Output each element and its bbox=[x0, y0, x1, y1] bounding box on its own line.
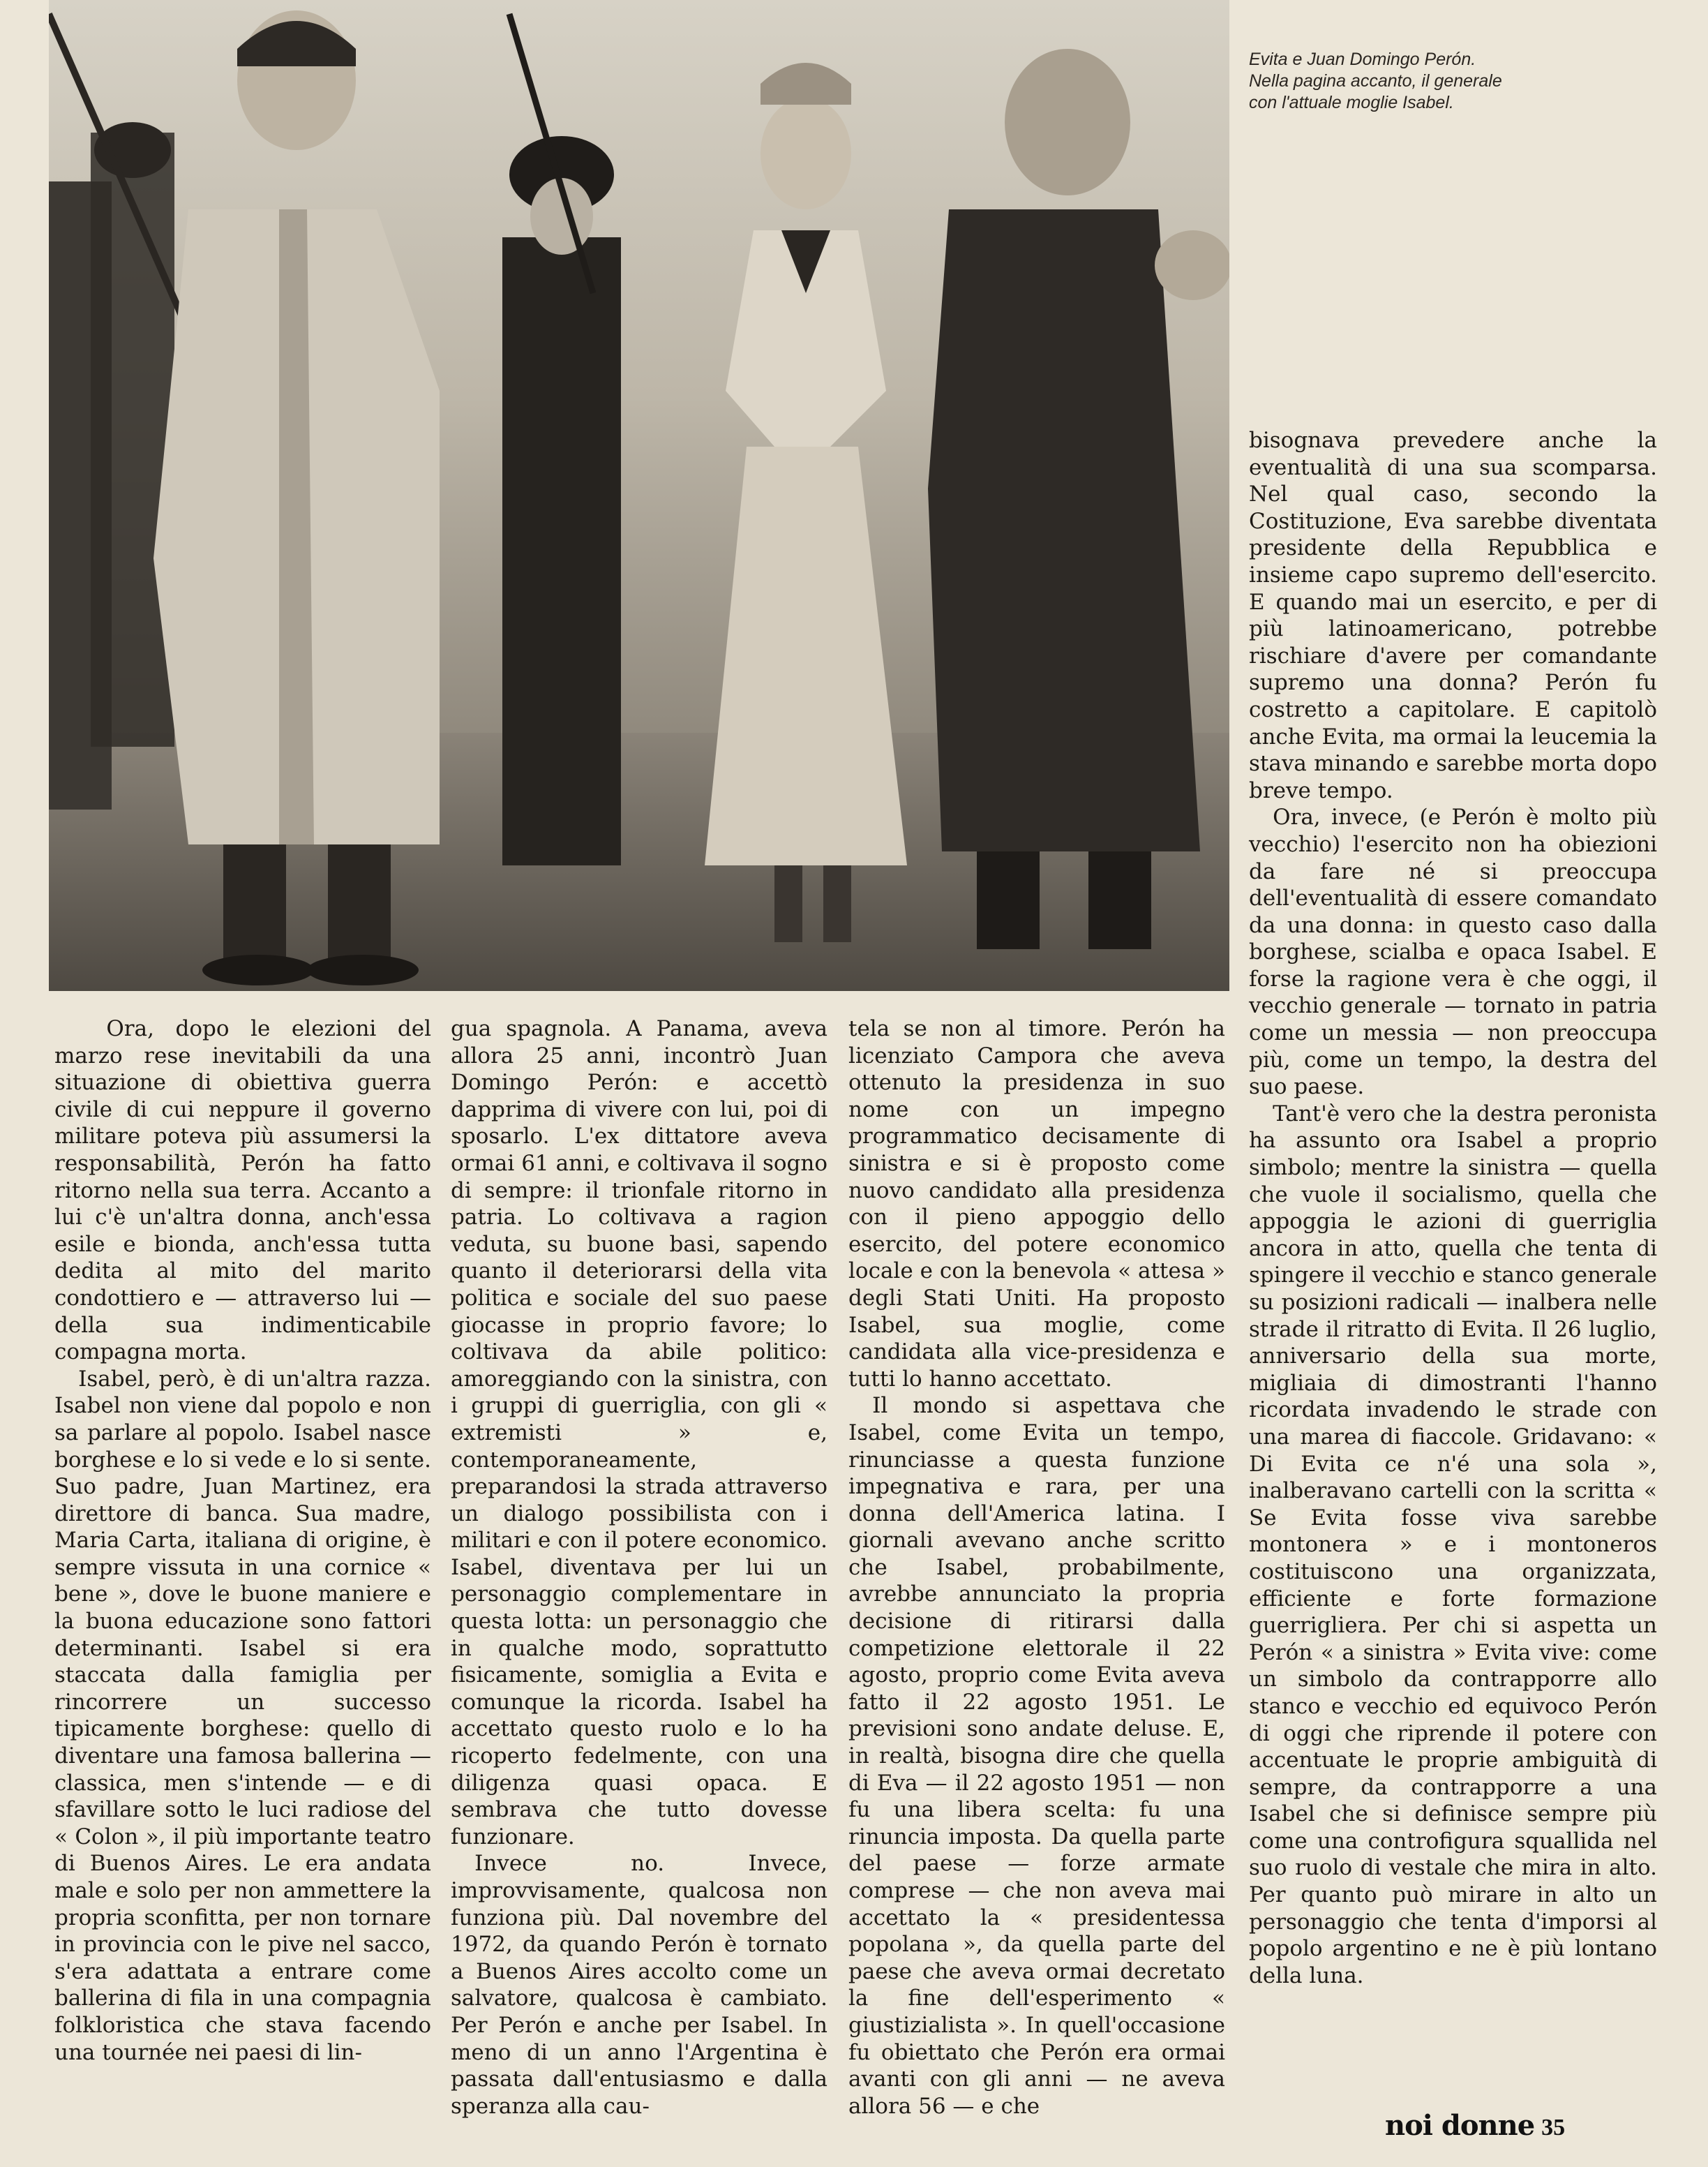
caption-line: Nella pagina accanto, il generale bbox=[1249, 71, 1502, 91]
paragraph: Ora, invece, (e Perón è molto più vecchio) l'esercito non ha obiezioni da fare né si preoccupa dell'eventualità di essere comandato da una donna: in questo caso dalla borghese, scialba e opaca Isabel. E forse la ragione vera è che oggi, il vecchio generale — tornato in patria come un messia — non preoccupa più, come un tempo, la destra del suo paese. bbox=[1249, 805, 1657, 1100]
caption-line: Evita e Juan Domingo Perón. bbox=[1249, 50, 1476, 69]
caption-line: con l'attuale moglie Isabel. bbox=[1249, 93, 1454, 112]
article-column-3 bbox=[848, 1015, 1225, 2120]
paragraph: Invece no. Invece, improvvisamente, qualcosa non funziona più. Dal novembre del 1972, da quando Perón è tornato a Buenos Aires accolto come un salvatore, qualcosa è cambiato. Per Perón e anche per Isabel. In meno di un anno l'Argentina è passata dall'entusiasmo e dalla speranza alla cau- bbox=[451, 1851, 827, 2119]
magazine-logo: noi donne bbox=[1385, 2109, 1535, 2142]
paragraph: Tant'è vero che la destra peronista ha assunto ora Isabel a proprio simbolo; mentre la sinistra — quella che vuole il socialismo, quella che appoggia le azioni di guerriglia ancora in atto, quella che tenta di spingere il vecchio e stanco generale su posizioni radicali — inalbera nelle strade il ritratto di Evita. Il 26 luglio, anniversario della sua morte, migliaia di dimostranti l'hanno ricordata invadendo le strade con una marea di fiaccole. Gridavano: « Di Evita ce n'é una sola », inalberavano cartelli con la scritta « Se Evita fosse viva sarebbe montonera » e i montoneros costituiscono una organizzata, efficiente e forte formazione guerrigliera. Per chi si aspetta un Perón « a sinistra » Evita vive: come un simbolo da contrapporre allo stanco e vecchio ed equivoco Perón di oggi che riprende il potere con accentuate le proprie ambiguità di sempre, da contrapporre a una Isabel che si definisce sempre più come una controfigura squallida nel suo ruolo di vestale che mira in alto. Per quanto può mirare in alto un personaggio che tenta d'imporsi al popolo argentino e ne è più lontano della luna. bbox=[1249, 1101, 1657, 1988]
page-footer bbox=[1385, 2109, 1565, 2142]
photo-illustration bbox=[49, 0, 1229, 991]
paragraph: tela se non al timore. Perón ha licenziato Campora che aveva ottenuto la presidenza in suo nome con un impegno programmatico decisamente di sinistra e si è proposto come nuovo candidato alla presidenza con il pieno appoggio dello esercito, del potere economico locale e con la benevola « attesa » degli Stati Uniti. Ha proposto Isabel, sua moglie, come candidata alla vice-presidenza e tutti lo hanno accettato. bbox=[848, 1016, 1225, 1392]
paragraph: Ora, dopo le elezioni del marzo rese inevitabili da una situazione di obiettiva guerra civile di cui neppure il governo militare poteva più assumersi la responsabilità, Perón ha fatto ritorno nella sua terra. Accanto a lui c'è un'altra donna, anch'essa esile e bionda, anch'essa tutta dedita al mito del marito condottiero e — attraverso lui — della sua indimenticabile compagna morta. bbox=[54, 1016, 431, 1365]
paragraph: Isabel, però, è di un'altra razza. Isabel non viene dal popolo e non sa parlare al popolo. Isabel nasce borghese e lo si vede e lo si sente. Suo padre, Juan Martinez, era direttore di banca. Sua madre, Maria Carta, italiana di origine, è sempre vissuta in una cornice « bene », dove le buone maniere e la buona educazione sono fattori determinanti. Isabel si era staccata dalla famiglia per rincorrere un successo tipicamente borghese: quello di diventare una famosa ballerina — classica, men s'intende — e di sfavillare sotto le luci radiose del « Colon », il più importante teatro di Buenos Aires. Le era andata male e solo per non ammettere la propria sconfitta, per non tornare in provincia con le pive nel sacco, s'era adattata a entrare come ballerina di fila in una compagnia folkloristica che stava facendo una tournée nei paesi di lin- bbox=[54, 1366, 431, 2065]
article-photo bbox=[49, 0, 1229, 991]
paragraph: Il mondo si aspettava che Isabel, come Evita un tempo, rinunciasse a questa funzione impegnativa e rara, per una donna dell'America latina. I giornali avevano anche scritto che Isabel, probabilmente, avrebbe annunciato la propria decisione di ritirarsi dalla competizione elettorale il 22 agosto, proprio come Evita aveva fatto il 22 agosto 1951. Le previsioni sono andate deluse. E, in realtà, bisogna dire che quella di Eva — il 22 agosto 1951 — non fu una libera scelta: fu una rinuncia imposta. Da quella parte del paese — forze armate comprese — che non aveva mai accettato la « presidentessa popolana », da quella parte del paese che aveva ormai decretato la fine dell'esperimento « giustizialista ». In quell'occasione fu obiettato che Perón era ormai avanti con gli anni — ne aveva allora 56 — e che bbox=[848, 1393, 1225, 2119]
article-column-4 bbox=[1249, 427, 1657, 1989]
photo-caption bbox=[1249, 49, 1681, 114]
paragraph: bisognava prevedere anche la eventualità di una sua scomparsa. Nel qual caso, secondo la Costituzione, Eva sarebbe diventata presidente della Repubblica e insieme capo supremo dell'esercito. E quando mai un esercito, e per di più latinoamericano, potrebbe rischiare d'avere per comandante supremo una donna? Perón fu costretto a capitolare. E capitolò anche Evita, ma ormai la leucemia la stava minando e sarebbe morta dopo breve tempo. bbox=[1249, 428, 1657, 803]
paragraph: gua spagnola. A Panama, aveva allora 25 anni, incontrò Juan Domingo Perón: e accettò dapprima di vivere con lui, poi di sposarlo. L'ex dittatore aveva ormai 61 anni, e coltivava il sogno di sempre: il trionfale ritorno in patria. Lo coltivava a ragion veduta, su buone basi, sapendo quanto il deteriorarsi della vita politica e sociale del suo paese giocasse in proprio favore; lo coltivava da abile politico: amoreggiando con la sinistra, con i gruppi di guerriglia, con gli « extremisti » e, contemporaneamente, preparandosi la strada attraverso un dialogo possibilista con i militari e con il potere economico. Isabel, diventava per lui un personaggio complementare in questa lotta: un personaggio che in qualche modo, soprattutto fisicamente, somiglia a Evita e comunque la ricorda. Isabel ha accettato questo ruolo e lo ha ricoperto fedelmente, con una diligenza quasi opaca. E sembrava che tutto dovesse funzionare. bbox=[451, 1016, 827, 1849]
article-column-1 bbox=[54, 1015, 431, 2066]
page-number: 35 bbox=[1541, 2115, 1566, 2140]
article-column-2 bbox=[451, 1015, 827, 2120]
